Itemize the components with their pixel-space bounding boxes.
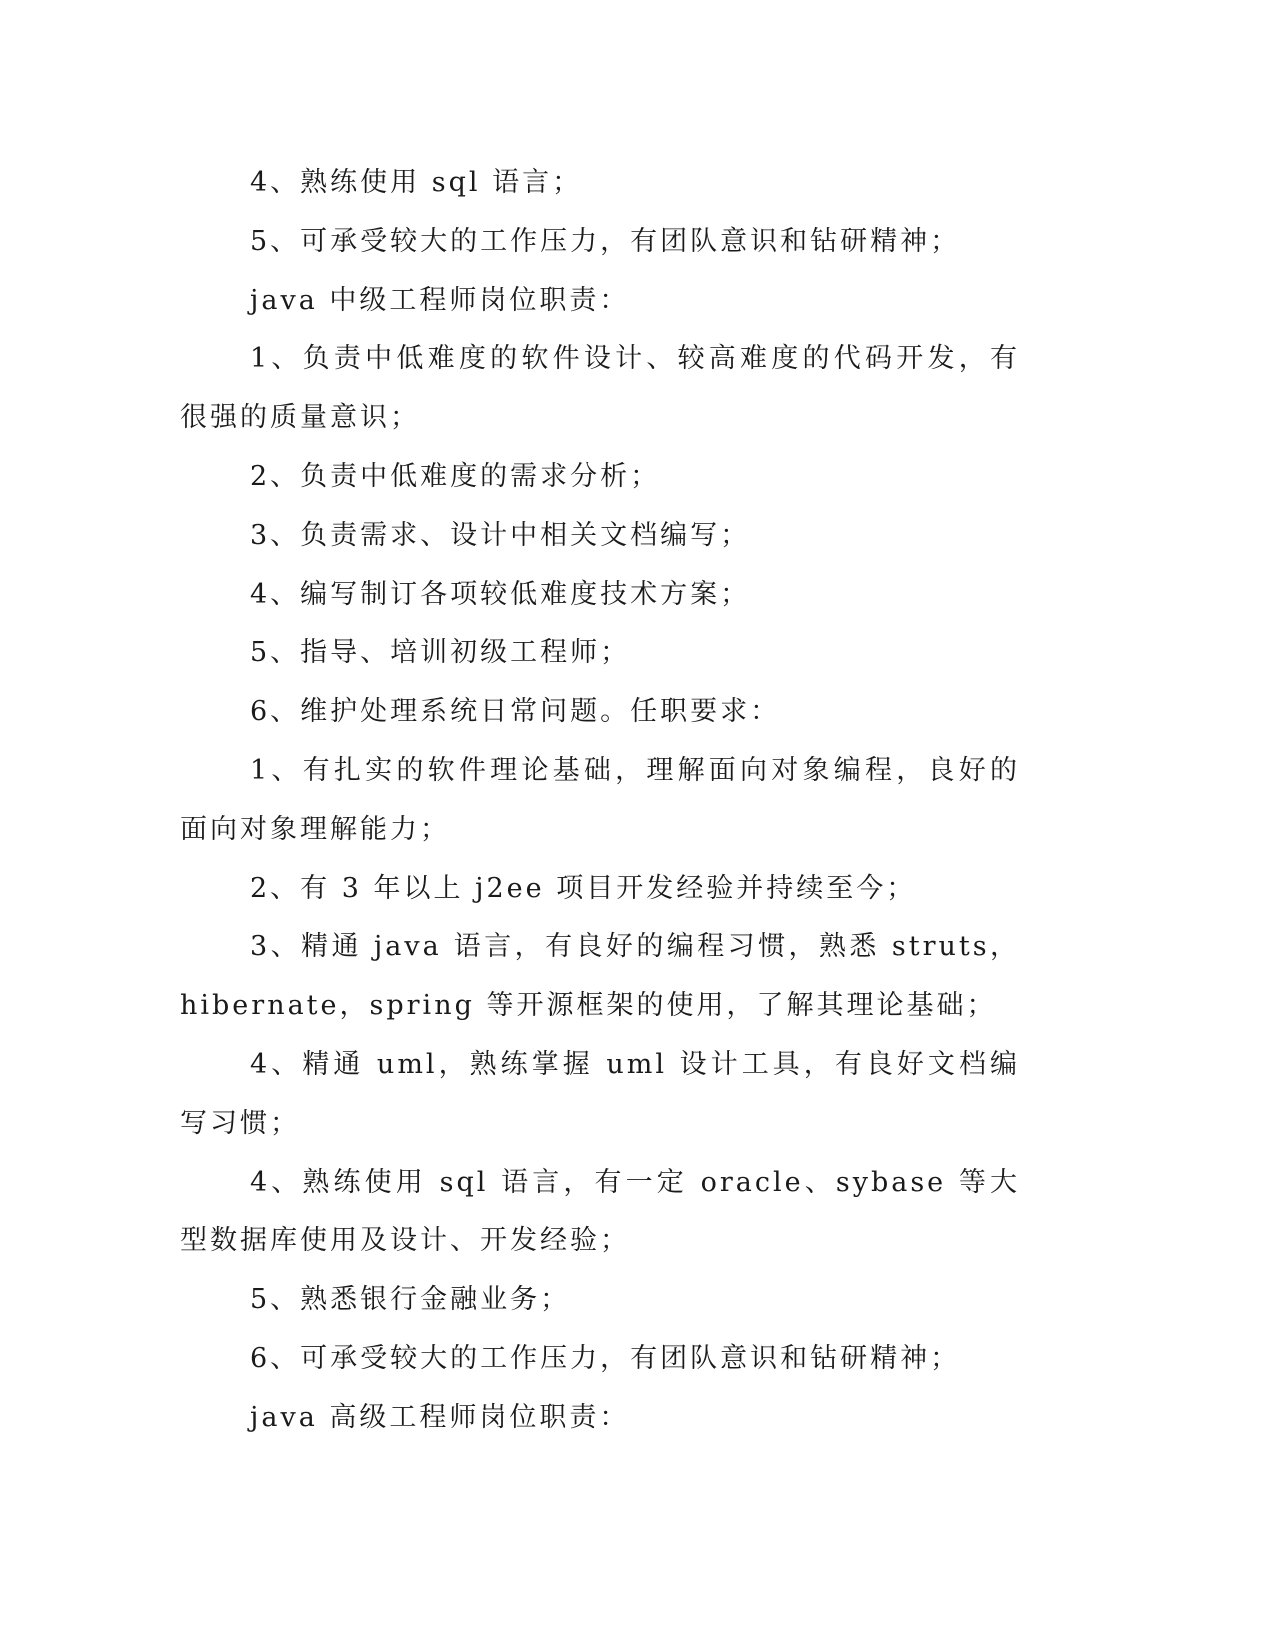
paragraph: 4、熟练使用 sql 语言，有一定 oracle、sybase 等大型数据库使用及设计、开发经验； <box>180 1166 1020 1257</box>
paragraph: 5、熟悉银行金融业务； <box>250 1284 571 1316</box>
paragraph: 6、可承受较大的工作压力，有团队意识和钻研精神； <box>250 1342 961 1374</box>
section-heading: java 高级工程师岗位职责： <box>250 1401 630 1433</box>
paragraph: 4、熟练使用 sql 语言； <box>250 167 583 198</box>
paragraph: 2、负责中低难度的需求分析； <box>250 460 661 492</box>
section-heading: java 中级工程师岗位职责： <box>250 284 630 316</box>
paragraph: 6、维护处理系统日常问题。任职要求： <box>250 696 781 728</box>
paragraph: 4、精通 uml，熟练掌握 uml 设计工具，有良好文档编写习惯； <box>180 1048 1020 1139</box>
paragraph: 3、精通 java 语言，有良好的编程习惯，熟悉 struts，hibernate，spring 等开源框架的使用，了解其理论基础； <box>180 931 1020 1022</box>
paragraph: 5、指导、培训初级工程师； <box>250 637 631 669</box>
paragraph: 4、编写制订各项较低难度技术方案； <box>250 578 751 610</box>
paragraph: 1、有扎实的软件理论基础，理解面向对象编程，良好的面向对象理解能力； <box>180 754 1020 845</box>
paragraph: 1、负责中低难度的软件设计、较高难度的代码开发，有很强的质量意识； <box>180 343 1020 434</box>
paragraph: 2、有 3 年以上 j2ee 项目开发经验并持续至今； <box>250 872 917 904</box>
document-body <box>180 154 1020 1448</box>
paragraph: 5、可承受较大的工作压力，有团队意识和钻研精神； <box>250 225 961 257</box>
paragraph: 3、负责需求、设计中相关文档编写； <box>250 519 751 551</box>
